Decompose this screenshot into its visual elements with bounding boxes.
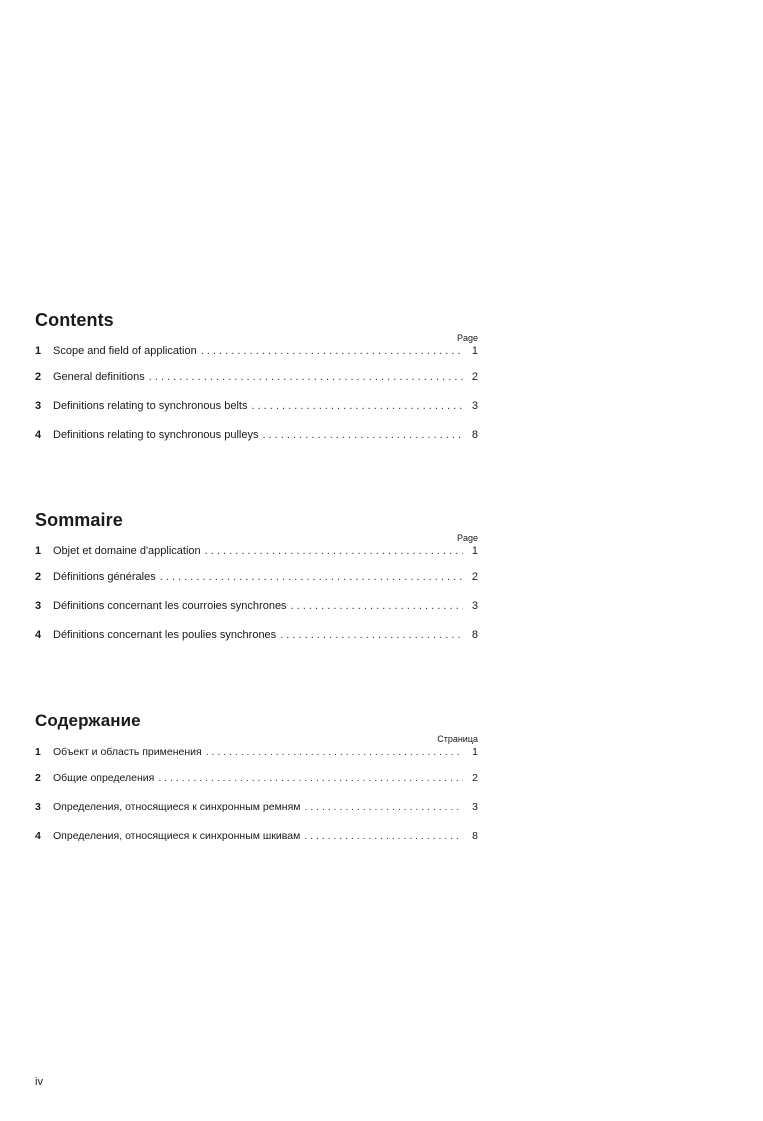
toc-entry-page: 2 (471, 371, 478, 383)
toc-entry-number: 3 (35, 600, 42, 612)
dot-leader (304, 830, 463, 843)
page-number: iv (35, 1076, 43, 1088)
soderzhanie-section (35, 711, 478, 859)
toc-entry-page: 3 (471, 400, 478, 412)
soderzhanie-title: Содержание (35, 711, 141, 730)
toc-entry-number: 4 (35, 629, 42, 641)
toc-entry-title: Общие определения (53, 772, 155, 784)
toc-entry-page: 2 (472, 772, 478, 784)
toc-entry[interactable] (35, 400, 478, 429)
toc-entry-page: 8 (471, 629, 478, 641)
toc-entry-page: 2 (471, 571, 478, 583)
toc-entry-page: 1 (471, 345, 478, 357)
contents-page-label: Page (456, 333, 478, 343)
toc-entry-number: 3 (35, 801, 41, 813)
toc-entry[interactable] (35, 830, 478, 859)
toc-entry-number: 2 (35, 772, 41, 784)
dot-leader (201, 345, 463, 358)
toc-entry-title: Definitions relating to synchronous belts (53, 400, 248, 412)
toc-entry-title: Объект и область применения (53, 746, 202, 758)
toc-entry[interactable] (35, 345, 478, 371)
toc-entry-page: 1 (471, 545, 478, 557)
toc-entry-number: 1 (35, 746, 41, 758)
toc-entry-page: 3 (472, 801, 478, 813)
toc-entry[interactable] (35, 429, 478, 458)
contents-title: Contents (35, 310, 114, 330)
toc-entry[interactable] (35, 629, 478, 658)
toc-entry-title: Определения, относящиеся к синхронным шкивам (53, 830, 301, 842)
toc-entry-page: 8 (471, 429, 478, 441)
dot-leader (280, 629, 463, 642)
dot-leader (160, 571, 463, 584)
dot-leader (149, 371, 463, 384)
dot-leader (291, 600, 463, 613)
toc-entry-title: Definitions relating to synchronous pulleys (53, 429, 259, 441)
toc-entry-number: 1 (35, 545, 42, 557)
toc-entry[interactable] (35, 371, 478, 400)
contents-list (35, 345, 478, 458)
dot-leader (205, 545, 463, 558)
contents-section (35, 310, 478, 458)
toc-entry-title: Objet et domaine d'application (53, 545, 201, 557)
toc-entry-title: Définitions concernant les courroies synchrones (53, 600, 287, 612)
toc-entry[interactable] (35, 772, 478, 801)
soderzhanie-page-label: Страница (437, 734, 478, 744)
dot-leader (158, 772, 463, 785)
dot-leader (305, 801, 464, 814)
sommaire-list (35, 545, 478, 658)
toc-entry-title: Définitions générales (53, 571, 156, 583)
toc-entry-title: Définitions concernant les poulies synchrones (53, 629, 277, 641)
toc-entry-title: General definitions (53, 371, 145, 383)
toc-entry-page: 1 (472, 746, 478, 758)
dot-leader (206, 746, 463, 759)
toc-entry-title: Определения, относящиеся к синхронным ремням (53, 801, 301, 813)
sommaire-section (35, 510, 478, 658)
toc-entry-title: Scope and field of application (53, 345, 197, 357)
toc-entry[interactable] (35, 600, 478, 629)
sommaire-title: Sommaire (35, 510, 123, 530)
toc-entry-page: 3 (471, 600, 478, 612)
toc-entry-number: 1 (35, 345, 42, 357)
toc-entry-number: 2 (35, 371, 42, 383)
toc-entry[interactable] (35, 571, 478, 600)
toc-entry-page: 8 (472, 830, 478, 842)
toc-entry[interactable] (35, 545, 478, 571)
toc-entry[interactable] (35, 746, 478, 772)
toc-entry-number: 2 (35, 571, 42, 583)
sommaire-page-label: Page (456, 533, 478, 543)
toc-entry-number: 4 (35, 429, 42, 441)
toc-entry-number: 3 (35, 400, 42, 412)
toc-entry-number: 4 (35, 830, 41, 842)
dot-leader (251, 400, 463, 413)
soderzhanie-list (35, 746, 478, 859)
toc-entry[interactable] (35, 801, 478, 830)
dot-leader (262, 429, 463, 442)
